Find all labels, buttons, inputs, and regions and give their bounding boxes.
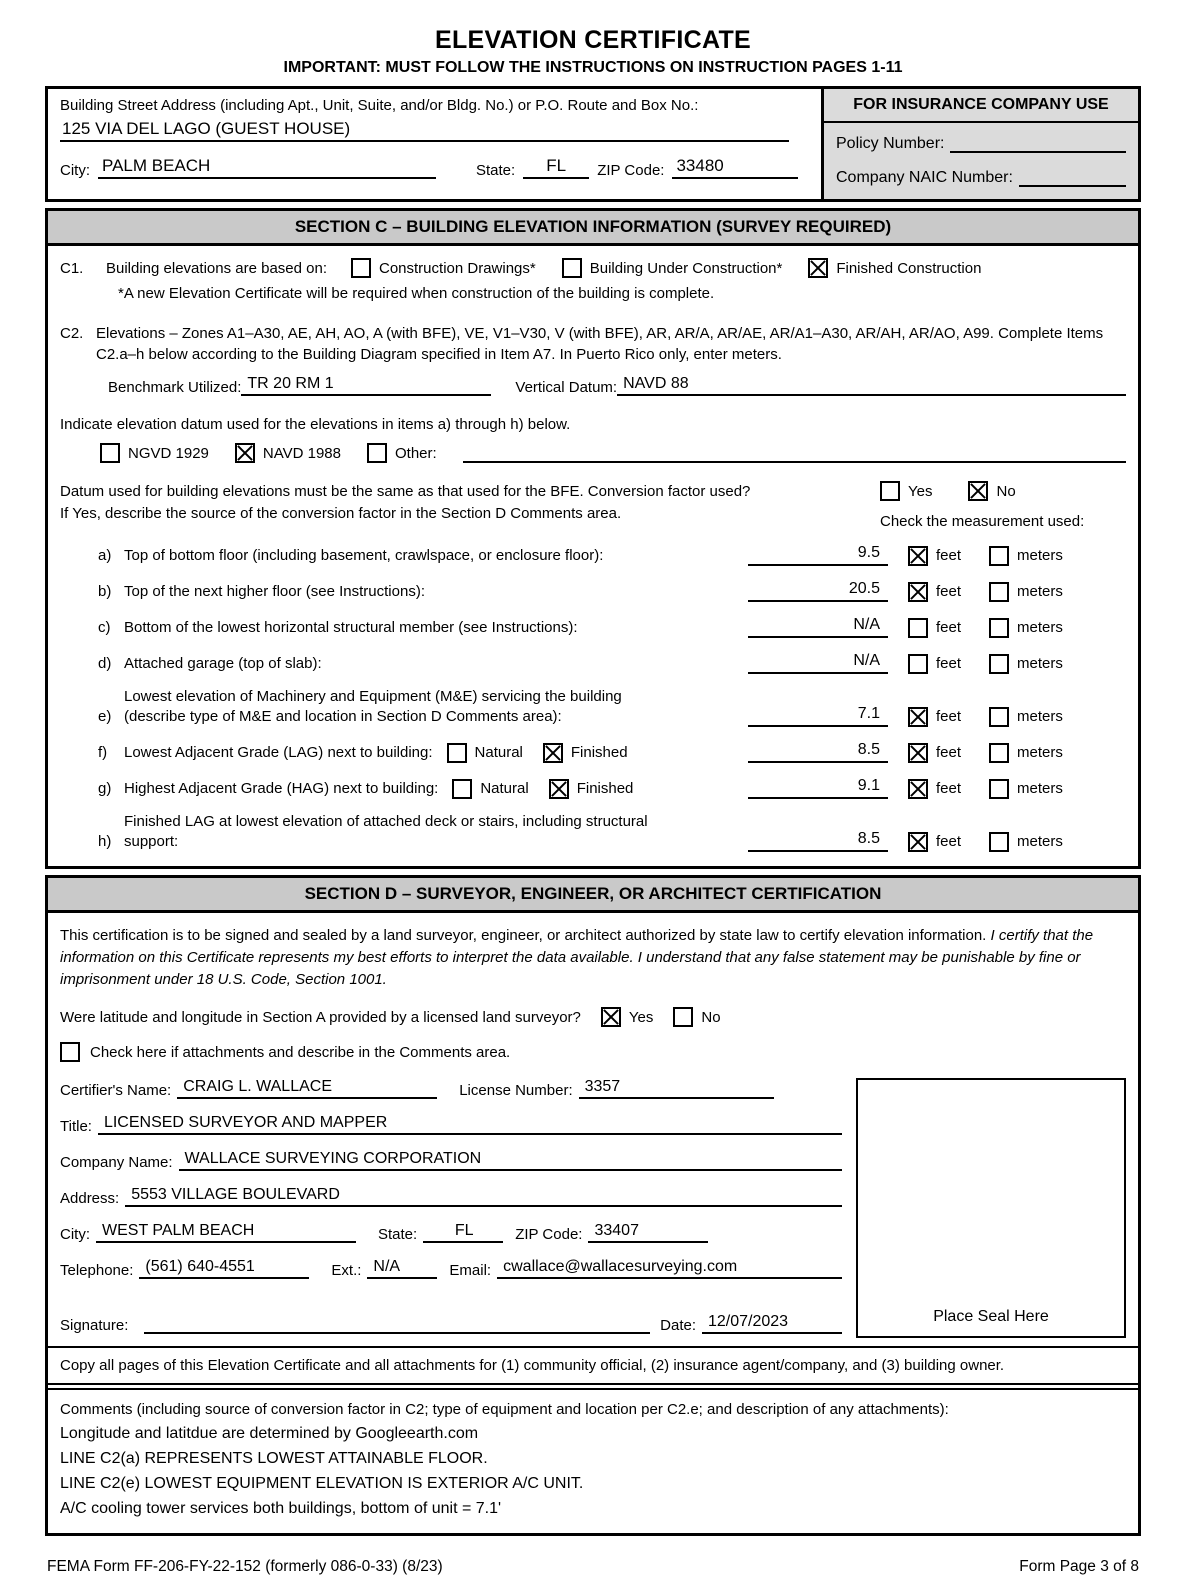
conversion-no-option[interactable] (968, 481, 1015, 501)
feet-label: feet (936, 655, 962, 672)
measurement-used-note: Check the measurement used: (880, 513, 1085, 530)
c1-option-finished-construction[interactable] (808, 258, 981, 278)
c1-note: *A new Elevation Certificate will be required when construction of the building is complete. (118, 285, 715, 302)
meters-label: meters (1017, 583, 1063, 600)
item-c-letter: c) (98, 619, 111, 636)
item-f-feet-checkbox[interactable] (908, 743, 928, 763)
item-c-feet-checkbox[interactable] (908, 618, 928, 638)
conversion-yes-checkbox[interactable] (880, 481, 900, 501)
meters-label: meters (1017, 547, 1063, 564)
latlong-yes-option[interactable] (601, 1007, 653, 1027)
item-c-value-field[interactable]: N/A (748, 615, 888, 638)
item-g-meters-checkbox[interactable] (989, 779, 1009, 799)
datum-option-ngvd1929[interactable] (100, 443, 209, 463)
latlong-no-option[interactable] (673, 1007, 720, 1027)
license-number-field[interactable]: 3357 (579, 1078, 774, 1099)
feet-label: feet (936, 708, 962, 725)
page-subtitle: IMPORTANT: MUST FOLLOW THE INSTRUCTIONS ON INSTRUCTION PAGES 1-11 (283, 59, 903, 76)
item-f-finished-checkbox[interactable] (543, 743, 563, 763)
conversion-no-label: No (996, 482, 1016, 500)
title-label: Title: (60, 1118, 92, 1135)
building-under-construction-checkbox[interactable] (562, 258, 582, 278)
item-b-feet-checkbox[interactable] (908, 582, 928, 602)
item-e-feet-checkbox[interactable] (908, 707, 928, 727)
c1-label: Building elevations are based on: (106, 259, 327, 277)
item-e-value-field[interactable]: 7.1 (748, 704, 888, 727)
item-a-value-field[interactable]: 9.5 (748, 543, 888, 566)
navd1988-checkbox[interactable] (235, 443, 255, 463)
latlong-yes-checkbox[interactable] (601, 1007, 621, 1027)
place-seal-here-label: Place Seal Here (933, 1308, 1049, 1325)
item-g-label: Highest Adjacent Grade (HAG) next to building: (124, 780, 439, 797)
item-row-a (60, 543, 1126, 566)
ngvd1929-label: NGVD 1929 (128, 444, 209, 462)
address-field[interactable]: 5553 VILLAGE BOULEVARD (125, 1186, 842, 1207)
item-d-value-field[interactable]: N/A (748, 651, 888, 674)
item-b-letter: b) (98, 583, 112, 600)
item-row-f (60, 740, 1126, 763)
meters-label: meters (1017, 619, 1063, 636)
item-row-b (60, 579, 1126, 602)
city-field[interactable]: PALM BEACH (98, 156, 436, 179)
email-label: Email: (449, 1262, 492, 1279)
insurance-company-use-box (821, 89, 1138, 199)
page-footer (45, 1558, 1141, 1576)
item-b-meters-checkbox[interactable] (989, 582, 1009, 602)
page-title: ELEVATION CERTIFICATE (434, 26, 752, 54)
item-f-label: Lowest Adjacent Grade (LAG) next to building: (124, 744, 433, 761)
item-h-value-field[interactable]: 8.5 (748, 829, 888, 852)
certifier-zip-label: ZIP Code: (515, 1226, 583, 1243)
item-h-meters-checkbox[interactable] (989, 832, 1009, 852)
item-h-label: Finished LAG at lowest elevation of attached deck or stairs, including structural (124, 813, 648, 830)
item-g-feet-checkbox[interactable] (908, 779, 928, 799)
comments-block (48, 1388, 1138, 1533)
zip-field[interactable]: 33480 (672, 156, 798, 179)
finished-label: Finished (570, 744, 628, 761)
item-f-meters-checkbox[interactable] (989, 743, 1009, 763)
comment-line: LINE C2(a) REPRESENTS LOWEST ATTAINABLE FLOOR. (60, 1450, 488, 1467)
c1-number: C1. (60, 259, 84, 277)
conversion-no-checkbox[interactable] (968, 481, 988, 501)
feet-label: feet (936, 744, 962, 761)
attachments-label: Check here if attachments and describe in the Comments area. (90, 1043, 511, 1061)
comments-label: Comments (including source of conversion factor in C2; type of equipment and location per C2.e; and description of any attachments): (60, 1401, 949, 1418)
email-field[interactable]: cwallace@wallacesurveying.com (497, 1258, 842, 1279)
section-c-header: SECTION C – BUILDING ELEVATION INFORMATION (SURVEY REQUIRED) (45, 208, 1141, 243)
naic-number-label: Company NAIC Number: (836, 169, 1013, 186)
certification-paragraph (60, 925, 1126, 991)
city-label: City: (60, 162, 90, 179)
date-label: Date: (660, 1317, 696, 1334)
street-address-field[interactable]: 125 VIA DEL LAGO (GUEST HOUSE) (60, 116, 789, 142)
datum-indicate-label: Indicate elevation datum used for the elevations in items a) through h) below. (60, 416, 571, 433)
insurance-box-title: FOR INSURANCE COMPANY USE (824, 89, 1138, 123)
item-f-value-field[interactable]: 8.5 (748, 740, 888, 763)
feet-label: feet (936, 547, 962, 564)
section-c-body (45, 243, 1141, 869)
finished-label: Finished (576, 780, 634, 797)
certifier-name-field[interactable]: CRAIG L. WALLACE (177, 1078, 437, 1099)
item-a-label: Top of bottom floor (including basement, crawlspace, or enclosure floor): (124, 547, 604, 564)
finished-construction-checkbox[interactable] (808, 258, 828, 278)
policy-number-field[interactable] (950, 135, 1126, 153)
company-name-label: Company Name: (60, 1154, 173, 1171)
item-c-label: Bottom of the lowest horizontal structural member (see Instructions): (124, 619, 578, 636)
state-field[interactable]: FL (523, 156, 589, 179)
finished-construction-label: Finished Construction (836, 259, 982, 277)
item-row-d (60, 651, 1126, 674)
license-number-label: License Number: (459, 1082, 573, 1099)
benchmark-field[interactable]: TR 20 RM 1 (241, 375, 491, 396)
latlong-yes-label: Yes (628, 1008, 654, 1026)
navd1988-label: NAVD 1988 (262, 444, 341, 462)
telephone-field[interactable]: (561) 640-4551 (139, 1258, 309, 1279)
benchmark-label: Benchmark Utilized: (108, 379, 242, 396)
item-g-natural-checkbox[interactable] (452, 779, 472, 799)
datum-option-navd1988[interactable] (235, 443, 341, 463)
comment-line: LINE C2(e) LOWEST EQUIPMENT ELEVATION IS EXTERIOR A/C UNIT. (60, 1475, 584, 1492)
certifier-state-label: State: (378, 1226, 418, 1243)
item-g-letter: g) (98, 780, 112, 797)
latlong-no-checkbox[interactable] (673, 1007, 693, 1027)
section-d-body (45, 910, 1141, 1536)
item-h-feet-checkbox[interactable] (908, 832, 928, 852)
item-h-label-line2: support: (124, 833, 179, 850)
vertical-datum-field[interactable]: NAVD 88 (617, 375, 1126, 396)
signature-field[interactable] (144, 1316, 650, 1334)
certifier-name-label: Certifier's Name: (60, 1082, 172, 1099)
other-datum-label: Other: (394, 444, 437, 462)
signature-label: Signature: (60, 1317, 129, 1334)
certification-text: This certification is to be signed and sealed by a land surveyor, engineer, or architect authorized by state law to certify elevation information. (60, 927, 991, 944)
natural-label: Natural (480, 780, 529, 797)
certification-text-italic: I certify that the information on this Certificate represents my best efforts to interpret the data available. I understand that any false statement may be punishable by fine or imprisonment under 18 U.S. Code, Section 1001. (60, 927, 1094, 988)
certifier-city-field[interactable]: WEST PALM BEACH (96, 1222, 356, 1243)
attachments-checkbox[interactable] (60, 1042, 80, 1062)
building-under-construction-label: Building Under Construction* (589, 259, 783, 277)
item-c-meters-checkbox[interactable] (989, 618, 1009, 638)
street-address-label: Building Street Address (including Apt., Unit, Suite, and/or Bldg. No.) or P.O. Route and Box No.: (60, 97, 699, 114)
ext-label: Ext.: (331, 1262, 362, 1279)
latlong-no-label: No (701, 1008, 721, 1026)
item-e-letter: e) (98, 708, 112, 725)
meters-label: meters (1017, 744, 1063, 761)
zip-label: ZIP Code: (597, 162, 665, 179)
item-f-natural-checkbox[interactable] (447, 743, 467, 763)
meters-label: meters (1017, 833, 1063, 850)
meters-label: meters (1017, 655, 1063, 672)
naic-number-field[interactable] (1019, 169, 1126, 187)
meters-label: meters (1017, 708, 1063, 725)
item-d-meters-checkbox[interactable] (989, 654, 1009, 674)
feet-label: feet (936, 780, 962, 797)
comment-line: Longitude and latitdue are determined by Googleearth.com (60, 1425, 479, 1442)
item-e-meters-checkbox[interactable] (989, 707, 1009, 727)
address-label: Address: (60, 1190, 120, 1207)
item-a-feet-checkbox[interactable] (908, 546, 928, 566)
item-h-letter: h) (98, 833, 112, 850)
address-column (48, 89, 821, 199)
item-row-h (60, 812, 1126, 852)
conversion-yes-label: Yes (908, 482, 933, 500)
copy-pages-note: Copy all pages of this Elevation Certificate and all attachments for (1) community official, (2) insurance agent/company, and (3) building owner. (48, 1346, 1138, 1385)
c2-number: C2. (60, 325, 84, 342)
item-e-label-line2: (describe type of M&E and location in Section D Comments area): (124, 708, 562, 725)
form-page-number: Form Page 3 of 8 (1019, 1558, 1139, 1575)
item-e-label: Lowest elevation of Machinery and Equipment (M&E) servicing the building (124, 688, 622, 705)
conversion-instruction: If Yes, describe the source of the conversion factor in the Section D Comments area. (60, 505, 622, 522)
feet-label: feet (936, 619, 962, 636)
certifier-zip-field[interactable]: 33407 (588, 1222, 708, 1243)
telephone-label: Telephone: (60, 1262, 134, 1279)
item-a-letter: a) (98, 547, 112, 564)
item-d-letter: d) (98, 655, 112, 672)
item-d-feet-checkbox[interactable] (908, 654, 928, 674)
item-b-value-field[interactable]: 20.5 (748, 579, 888, 602)
other-datum-checkbox[interactable] (367, 443, 387, 463)
ngvd1929-checkbox[interactable] (100, 443, 120, 463)
comment-line: A/C cooling tower services both buildings, bottom of unit = 7.1' (60, 1500, 502, 1517)
feet-label: feet (936, 833, 962, 850)
title-field[interactable]: LICENSED SURVEYOR AND MAPPER (98, 1114, 842, 1135)
natural-label: Natural (474, 744, 523, 761)
elevation-items (60, 543, 1126, 852)
state-label: State: (476, 162, 516, 179)
building-address-box (45, 86, 1141, 202)
construction-drawings-checkbox[interactable] (351, 258, 371, 278)
certifier-state-field[interactable]: FL (423, 1222, 503, 1243)
ext-field[interactable]: N/A (367, 1258, 437, 1279)
datum-option-other[interactable] (367, 443, 437, 463)
item-row-g (60, 776, 1126, 799)
c1-option-building-under-construction[interactable] (562, 258, 783, 278)
certifier-city-label: City: (60, 1226, 90, 1243)
item-g-value-field[interactable]: 9.1 (748, 776, 888, 799)
item-row-c (60, 615, 1126, 638)
other-datum-field[interactable] (463, 447, 1126, 463)
construction-drawings-label: Construction Drawings* (379, 259, 536, 277)
c2-text: Elevations – Zones A1–A30, AE, AH, AO, A (with BFE), VE, V1–V30, V (with BFE), AR, AR/A, AR/AE, AR/A1–A30, AR/AH, AR/AO, A99. Complete Items C2.a–h below according to the Building Diagram specified in Item A7. In Puerto Rico only, enter meters. (96, 325, 1104, 363)
item-row-e (60, 687, 1126, 727)
item-b-label: Top of the next higher floor (see Instructions): (124, 583, 425, 600)
latlong-question: Were latitude and longitude in Section A provided by a licensed land surveyor? (60, 1008, 581, 1026)
fema-form-number: FEMA Form FF-206-FY-22-152 (formerly 086-0-33) (8/23) (47, 1558, 443, 1575)
item-a-meters-checkbox[interactable] (989, 546, 1009, 566)
item-d-label: Attached garage (top of slab): (124, 655, 322, 672)
item-f-letter: f) (98, 744, 108, 761)
conversion-yes-option[interactable] (880, 481, 932, 501)
date-field[interactable]: 12/07/2023 (702, 1313, 842, 1334)
conversion-question: Datum used for building elevations must be the same as that used for the BFE. Conversion factor used? (60, 483, 751, 500)
feet-label: feet (936, 583, 962, 600)
item-g-finished-checkbox[interactable] (549, 779, 569, 799)
c1-option-construction-drawings[interactable] (351, 258, 536, 278)
policy-number-label: Policy Number: (836, 135, 945, 152)
meters-label: meters (1017, 780, 1063, 797)
seal-box (856, 1078, 1126, 1338)
company-name-field[interactable]: WALLACE SURVEYING CORPORATION (179, 1150, 842, 1171)
vertical-datum-label: Vertical Datum: (515, 379, 618, 396)
section-d-header: SECTION D – SURVEYOR, ENGINEER, OR ARCHITECT CERTIFICATION (45, 875, 1141, 910)
